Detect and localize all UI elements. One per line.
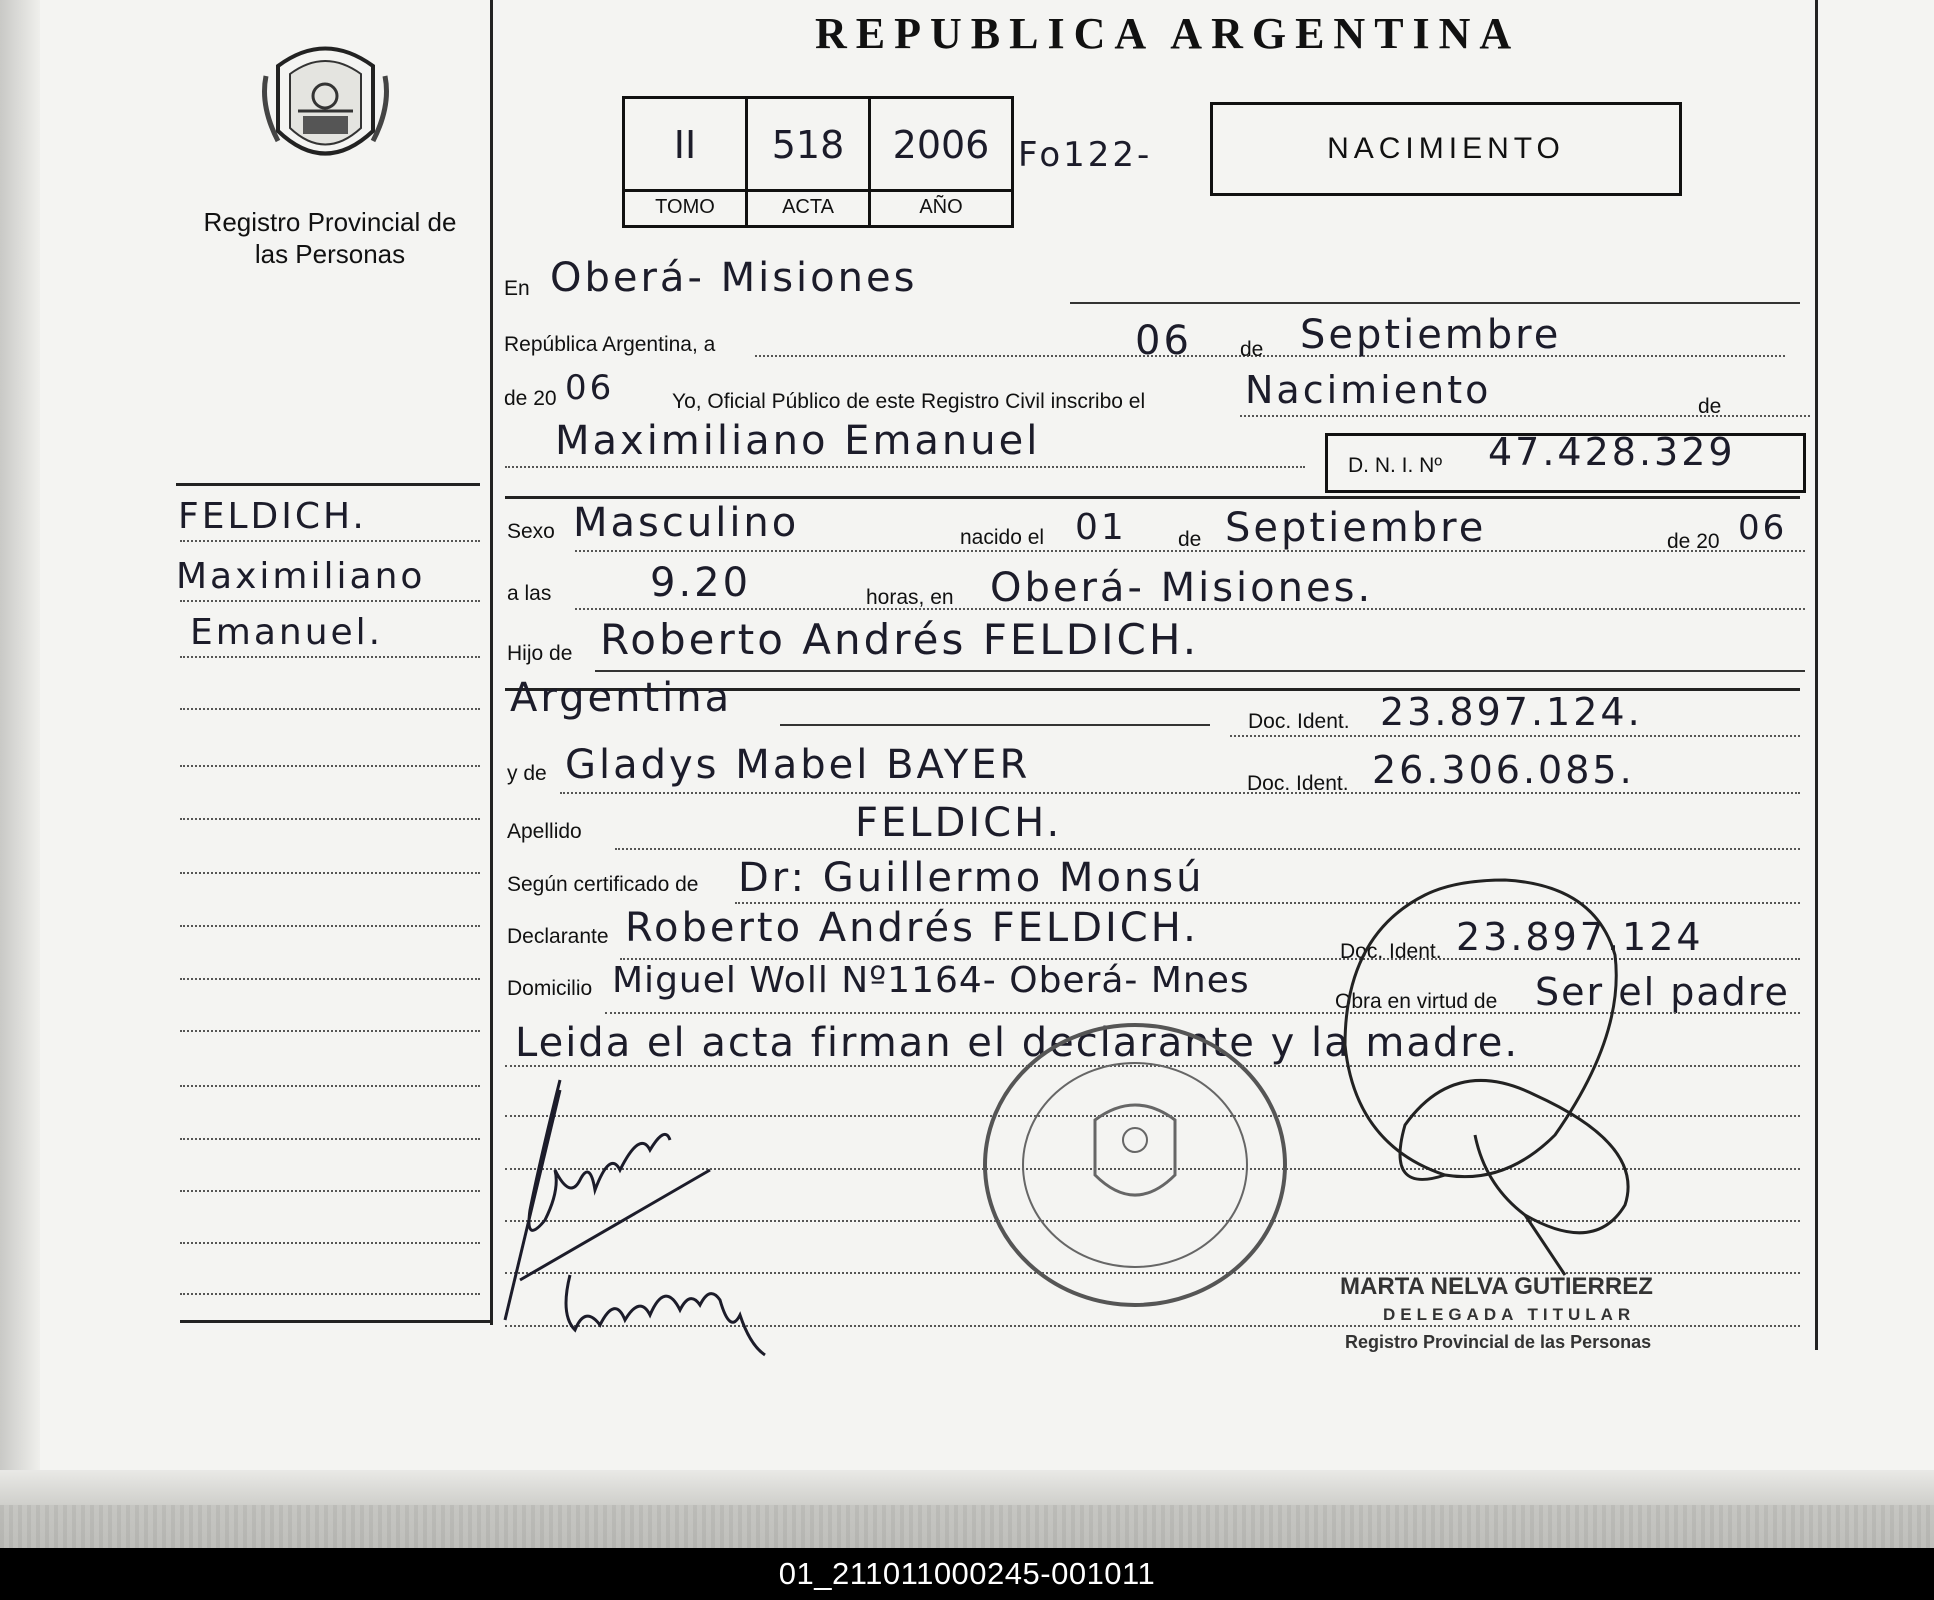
sex-value: Masculino [573,500,800,546]
round-official-stamp [975,1015,1295,1315]
domicile-value: Miguel Woll Nº1164- Oberá- Mnes [612,960,1250,1001]
left-column-rule [490,0,493,1325]
father-nationality: Argentina [510,675,733,721]
year-prefix-label: de 20 [504,387,557,410]
tomo-label: TOMO [625,189,745,225]
child-name-line [505,466,1305,468]
certificate-label: Según certificado de [507,873,699,896]
country-title: REPUBLICA ARGENTINA [815,9,1521,58]
date-month: Septiembre [1300,312,1562,358]
official-title: DELEGADA TITULAR [1383,1305,1636,1324]
margin-line [180,1138,480,1140]
surname-label: Apellido [507,820,582,843]
mother-doc: 26.306.085. [1372,748,1635,792]
declarant-value: Roberto Andrés FELDICH. [625,905,1199,951]
obra-value: Ser el padre [1535,970,1790,1014]
act-type: Nacimiento [1245,368,1492,412]
mother-name: Gladys Mabel BAYER [565,742,1031,788]
declarant-doc-label: Doc. Ident. [1340,940,1442,963]
date-day: 06 [1135,318,1192,364]
margin-bottom-rule [180,1320,490,1323]
section-rule [505,496,1800,499]
mother-label: y de [507,762,547,785]
born-year-suffix: 06 [1738,508,1788,548]
obra-label: Obra en virtud de [1335,990,1498,1013]
surname-line [615,848,1800,850]
official-signature [1325,875,1675,1285]
act-de-label: de [1698,395,1722,418]
official-office: Registro Provincial de las Personas [1345,1332,1652,1352]
sex-label: Sexo [507,520,555,543]
born-month: Septiembre [1225,505,1487,551]
father-doc-label: Doc. Ident. [1248,710,1350,733]
acta-label: ACTA [748,189,868,225]
margin-line [180,540,480,542]
record-number-box [622,96,1014,228]
dni-value: 47.428.329 [1488,430,1736,474]
birthplace-value: Oberá- Misiones. [990,565,1374,611]
nationality-line [780,724,1210,726]
official-statement: Yo, Oficial Público de este Registro Civil inscribo el [672,390,1146,413]
date-prefix-label: República Argentina, a [504,333,716,356]
margin-line [180,1030,480,1032]
margin-line [180,656,480,658]
closing-statement: Leida el acta firman el declarante y la madre. [515,1020,1520,1066]
time-label: a las [507,582,552,605]
province-seal-icon [258,36,393,176]
anio-value: 2006 [892,123,990,167]
official-name: MARTA NELVA GUTIERREZ [1340,1273,1653,1300]
margin-line [180,925,480,927]
image-id: 01_211011000245-001011 [778,1556,1156,1591]
time-line [575,608,1805,610]
father-label: Hijo de [507,642,573,665]
sex-line [575,550,1805,552]
image-id-bar [0,1548,1934,1600]
dni-label: D. N. I. Nº [1348,454,1443,477]
margin-middle-name: Emanuel. [190,612,384,653]
declarant-doc: 23.897.124 [1456,915,1704,959]
anio-label: AÑO [871,189,1011,225]
declarant-label: Declarante [507,925,609,948]
father-line [595,670,1805,672]
domicile-label: Domicilio [507,977,593,1000]
born-year-label: de 20 [1667,530,1720,553]
place-value: Oberá- Misiones [550,255,918,301]
place-label: En [504,277,530,300]
margin-line [180,978,480,980]
margin-line [180,818,480,820]
margin-line [180,1242,480,1244]
margin-line [180,600,480,602]
time-value: 9.20 [650,560,752,606]
born-de-label: de [1178,528,1202,551]
date-dotted-line [755,355,1785,357]
certificate-value: Dr: Guillermo Monsú [738,855,1205,901]
margin-top-rule [176,483,480,486]
father-doc-line [1230,735,1800,737]
mother-signature [540,1255,790,1365]
margin-line [180,1190,480,1192]
mother-line [560,792,1800,794]
dni-box [1325,430,1806,493]
acta-value: 518 [771,123,845,167]
father-name: Roberto Andrés FELDICH. [600,615,1200,664]
book-binding-edge [0,1505,1934,1548]
anio-cell [871,99,1011,225]
folio-number: Fo122- [1018,135,1153,175]
page-edge-shadow [0,0,40,1548]
child-name: Maximiliano Emanuel [555,418,1041,464]
margin-line [180,708,480,710]
margin-first-name: Maximiliano [176,556,426,597]
act-dotted-line [1240,415,1810,417]
record-type-box: NACIMIENTO [1210,102,1682,196]
margin-line [180,765,480,767]
registry-name: Registro Provincial de las Personas [203,207,457,269]
year-suffix: 06 [565,368,615,408]
born-day: 01 [1075,507,1127,548]
margin-line [180,1085,480,1087]
acta-cell [748,99,871,225]
margin-surname: FELDICH. [178,496,367,537]
mother-doc-label: Doc. Ident. [1247,772,1349,795]
father-doc: 23.897.124. [1380,690,1643,734]
surname-value: FELDICH. [855,800,1063,846]
born-label: nacido el [960,526,1045,549]
birthplace-label: horas, en [866,586,954,609]
date-de-label: de [1240,338,1264,361]
place-line [1070,302,1800,304]
tomo-cell [625,99,748,225]
right-border-rule [1815,0,1818,1350]
margin-line [180,1293,480,1295]
tomo-value: II [673,123,697,167]
margin-line [180,872,480,874]
